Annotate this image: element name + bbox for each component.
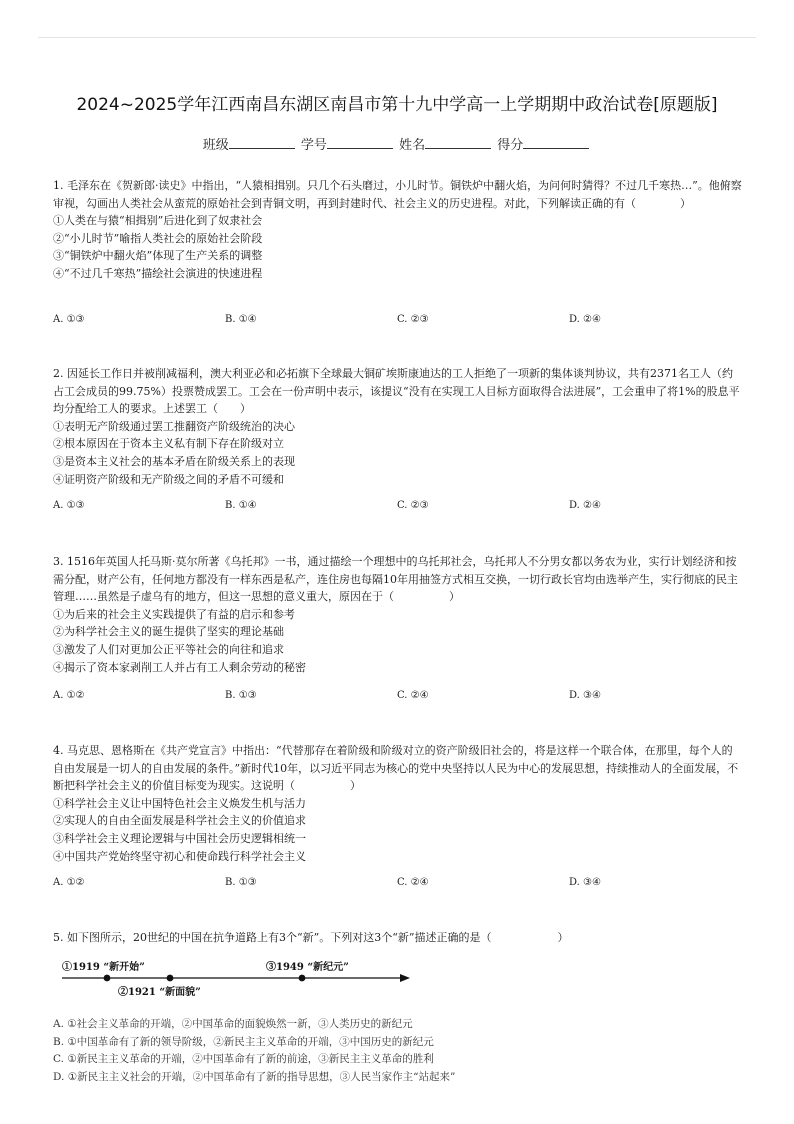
choice-c[interactable]: C. ②③ — [397, 500, 429, 511]
choice-d[interactable]: D. ③④ — [569, 877, 601, 888]
choice-b[interactable]: B. ①④ — [225, 314, 257, 325]
choice-c[interactable]: C. ②③ — [397, 314, 429, 325]
score-label: 得分 — [497, 138, 524, 153]
statement-3: ③“铜铁炉中翻火焰”体现了生产关系的调整 — [53, 249, 263, 263]
statement-2: ②根本原因在于资本主义私有制下存在阶级对立 — [53, 437, 284, 451]
choice-b[interactable]: B. ①中国革命有了新的领导阶级，②新民主主义革命的开端，③中国历史的新纪元 — [53, 1035, 434, 1048]
header-divider — [38, 37, 756, 38]
choice-d[interactable]: D. ①新民主主义社会的开端，②中国革命有了新的指导思想，③人民当家作主“站起来” — [53, 1070, 456, 1083]
student-info-line — [0, 134, 794, 153]
choice-b[interactable]: B. ①④ — [225, 500, 257, 511]
statement-1: ①科学社会主义让中国特色社会主义焕发生机与活力 — [53, 796, 306, 810]
statement-2: ②为科学社会主义的诞生提供了坚实的理论基础 — [53, 625, 284, 639]
question-stem: 1. 毛泽东在《贺新郎·读史》中指出，“人猿相揖别。只几个石头磨过，小儿时节。铜铁炉中翻火焰，为问何时猜得？不过几千寒热…”。他俯察审视，勾画出人类社会从蛮荒的原始社会到青铜文明，再到封建时代、社会主义的历史进程。对此，下列解读正确的有（ ） — [53, 179, 742, 210]
choice-b[interactable]: B. ①③ — [225, 877, 257, 888]
statement-2: ②“小儿时节”喻指人类社会的原始社会阶段 — [53, 231, 263, 245]
choice-c[interactable]: C. ②④ — [397, 690, 429, 701]
name-label: 姓名 — [399, 138, 426, 153]
question-3-choices — [53, 690, 743, 706]
choice-d[interactable]: D. ②④ — [569, 500, 601, 511]
statement-4: ④揭示了资本家剥削工人并占有工人剩余劳动的秘密 — [53, 660, 306, 674]
question-2-choices — [53, 500, 743, 516]
question-4-choices — [53, 877, 743, 893]
statement-1: ①表明无产阶级通过罢工推翻资产阶级统治的决心 — [53, 419, 295, 433]
timeline-label-1921: ②1921 “新面貌” — [118, 987, 201, 998]
choice-a[interactable]: A. ①② — [53, 877, 85, 888]
timeline-point-1919 — [104, 975, 111, 982]
statement-1: ①为后来的社会主义实践提供了有益的启示和参考 — [53, 607, 295, 621]
class-label: 班级 — [202, 138, 229, 153]
timeline-point-1921 — [167, 975, 174, 982]
choice-c[interactable]: C. ②④ — [397, 877, 429, 888]
question-5-choices — [53, 1016, 753, 1086]
choice-c[interactable]: C. ①新民主主义革命的开端，②中国革命有了新的前途，③新民主主义革命的胜利 — [53, 1053, 434, 1065]
question-3 — [53, 553, 743, 676]
question-4 — [53, 742, 743, 865]
statement-4: ④“不过几千寒热”描绘社会演进的快速进程 — [53, 266, 263, 280]
class-blank[interactable] — [229, 136, 295, 149]
question-stem: 3. 1516年英国人托马斯·莫尔所著《乌托邦》一书，通过描绘一个理想中的乌托邦社会，乌托邦人不分男女都以务农为业，实行计划经济和按需分配，财产公有，任何地方都没有一样东西是私产，连住房也每隔10年用抽签方式相互交换，一切行政长官均由选举产生，实行彻底的民主管理……虽然是子虚乌有的地方，但这一思想的意义重大，原因在于（ ） — [53, 555, 738, 604]
timeline-label-1919: ①1919 “新开始” — [62, 962, 145, 973]
question-2 — [53, 365, 743, 488]
choice-a[interactable]: A. ①② — [53, 690, 85, 701]
question-1 — [53, 177, 743, 283]
choice-b[interactable]: B. ①③ — [225, 690, 257, 701]
timeline-diagram — [60, 956, 420, 1002]
choice-a[interactable]: A. ①③ — [53, 500, 85, 511]
question-stem: 2. 因延长工作日并被削减福利，澳大利亚必和必拓旗下全球最大铜矿埃斯康迪达的工人拒绝了一项新的集体谈判协议，共有2371名工人（约占工会成员的99.75%）投票赞成罢工。工会在一份声明中表示，该提议“没有在实现工人目标方面取得合法进展”，工会重申了将1%的股息平均分配给工人的要求。上述罢工（ ） — [53, 367, 740, 416]
statement-4: ④中国共产党始终坚守初心和使命践行科学社会主义 — [53, 849, 306, 863]
choice-d[interactable]: D. ③④ — [569, 690, 601, 701]
statement-3: ③是资本主义社会的基本矛盾在阶级关系上的表现 — [53, 454, 295, 468]
statement-4: ④证明资产阶级和无产阶级之间的矛盾不可缓和 — [53, 472, 284, 486]
statement-3: ③激发了人们对更加公正平等社会的向往和追求 — [53, 642, 284, 656]
student-id-blank[interactable] — [327, 136, 393, 149]
score-blank[interactable] — [523, 136, 589, 149]
statement-3: ③科学社会主义理论逻辑与中国社会历史逻辑相统一 — [53, 831, 306, 845]
exam-title: 2024~2025学年江西南昌东湖区南昌市第十九中学高一上学期期中政治试卷[原题版] — [76, 95, 718, 115]
timeline-point-1949 — [299, 975, 306, 982]
student-id-label: 学号 — [300, 138, 327, 153]
timeline-label-1949: ③1949 “新纪元” — [266, 962, 349, 973]
question-5 — [53, 929, 743, 947]
choice-a[interactable]: A. ①社会主义革命的开端，②中国革命的面貌焕然一新，③人类历史的新纪元 — [53, 1018, 413, 1030]
statement-2: ②实现人的自由全面发展是科学社会主义的价值追求 — [53, 814, 306, 828]
question-1-choices — [53, 314, 743, 330]
choice-a[interactable]: A. ①③ — [53, 314, 85, 325]
choice-d[interactable]: D. ②④ — [569, 314, 601, 325]
statement-1: ①人类在与猿“相揖别”后进化到了奴隶社会 — [53, 214, 263, 228]
name-blank[interactable] — [425, 136, 491, 149]
question-stem: 5. 如下图所示，20世纪的中国在抗争道路上有3个“新”。下列对这3个“新”描述正确的是（ ） — [53, 931, 569, 944]
question-stem: 4. 马克思、恩格斯在《共产党宣言》中指出：“代替那存在着阶级和阶级对立的资产阶级旧社会的，将是这样一个联合体，在那里，每个人的自由发展是一切人的自由发展的条件。”新时代10年，以习近平同志为核心的党中央坚持以人民为中心的发展思想，持续推动人的全面发展，不断把科学社会主义的价值目标变为现实。这说明（ ） — [53, 744, 739, 793]
timeline-arrow-icon — [400, 974, 410, 982]
